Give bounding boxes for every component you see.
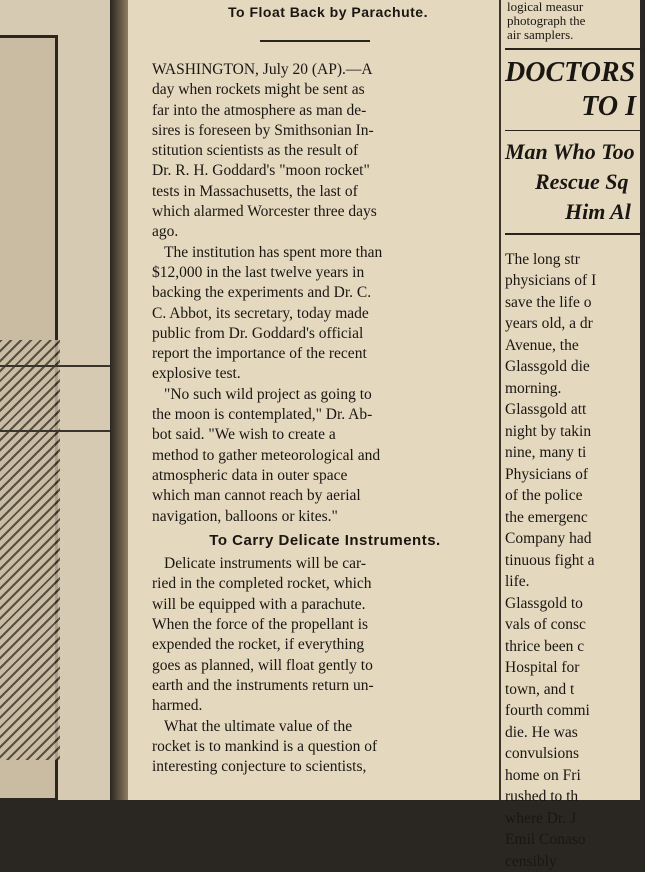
text-line: will be equipped with a parachute. <box>152 596 365 613</box>
text-line: the emergenc <box>505 509 588 526</box>
headline-rule <box>260 40 370 42</box>
text-line: What the ultimate value of the <box>164 718 352 735</box>
text-line: of the police <box>505 487 582 504</box>
main-article <box>140 0 498 800</box>
text-line: atmospheric data in outer space <box>152 467 347 484</box>
text-line: Physicians of <box>505 466 588 483</box>
text-line: Hospital for <box>505 659 579 676</box>
text-line: navigation, balloons or kites." <box>152 508 338 525</box>
text-line: Delicate instruments will be car- <box>164 555 366 572</box>
text-line: censibly <box>505 853 557 870</box>
text-line: Avenue, the <box>505 337 579 354</box>
article-subheadline-line: Him Al <box>505 197 640 227</box>
divider <box>505 130 645 132</box>
text-line: ago. <box>152 223 178 240</box>
text-line: logical measur <box>507 0 583 14</box>
text-line: Company had <box>505 530 592 547</box>
text-line: explosive test. <box>152 365 241 382</box>
text-line: stitution scientists as the result of <box>152 142 358 159</box>
text-line: far into the atmosphere as man de- <box>152 102 366 119</box>
divider <box>0 365 118 367</box>
text-line: When the force of the propellant is <box>152 616 368 633</box>
advertisement-illustration <box>0 340 60 760</box>
paragraph <box>152 554 498 716</box>
text-line: tests in Massachusetts, the last of <box>152 183 358 200</box>
text-line: photograph the <box>507 13 585 28</box>
article-headline-line: TO I <box>505 90 640 124</box>
text-line: thrice been c <box>505 638 584 655</box>
paragraph <box>152 385 498 527</box>
paragraph <box>152 60 498 243</box>
subheading: To Carry Delicate Instruments. <box>152 531 498 551</box>
text-line: WASHINGTON, July 20 (AP).—A <box>152 61 373 78</box>
text-line: Glassgold to <box>505 595 583 612</box>
text-line: life. <box>505 573 530 590</box>
text-line: backing the experiments and Dr. C. <box>152 284 371 301</box>
paragraph <box>152 717 498 778</box>
text-line: convulsions <box>505 745 579 762</box>
text-line: "No such wild project as going to <box>164 386 372 403</box>
text-line: method to gather meteorological and <box>152 447 380 464</box>
text-line: home on Fri <box>505 767 581 784</box>
text-line: ried in the completed rocket, which <box>152 575 372 592</box>
text-line: die. He was <box>505 724 578 741</box>
article-headline-line: DOCTORS <box>505 56 640 90</box>
column-rule <box>499 0 501 800</box>
text-line: sires is foreseen by Smithsonian In- <box>152 122 374 139</box>
text-line: morning. <box>505 380 561 397</box>
text-line: vals of consc <box>505 616 586 633</box>
text-line: goes as planned, will float gently to <box>152 657 373 674</box>
text-line: where Dr. J <box>505 810 576 827</box>
text-line: interesting conjecture to scientists, <box>152 758 366 775</box>
text-line: air samplers. <box>507 27 573 42</box>
text-line: Emil Conaso <box>505 831 586 848</box>
text-line: rocket is to mankind is a question of <box>152 738 377 755</box>
text-line: rushed to th <box>505 788 578 805</box>
text-line: Glassgold die <box>505 358 590 375</box>
article-body <box>152 60 498 777</box>
text-line: Dr. R. H. Goddard's "moon rocket" <box>152 162 370 179</box>
text-line: physicians of I <box>505 272 596 289</box>
text-line: Glassgold att <box>505 401 586 418</box>
paragraph <box>152 243 498 385</box>
text-line: report the importance of the recent <box>152 345 367 362</box>
text-line: nine, many ti <box>505 444 586 461</box>
divider <box>0 430 118 432</box>
text-line: The long str <box>505 251 580 268</box>
text-line: which man cannot reach by aerial <box>152 487 361 504</box>
text-line: earth and the instruments return un- <box>152 677 374 694</box>
text-line: C. Abbot, its secretary, today made <box>152 305 369 322</box>
text-line: night by takin <box>505 423 591 440</box>
text-line: public from Dr. Goddard's official <box>152 325 363 342</box>
article-subheadline-line: Man Who Too <box>505 137 640 167</box>
section-headline: To Float Back by Parachute. <box>178 4 478 20</box>
text-line: fourth commi <box>505 702 590 719</box>
continued-text <box>505 0 640 42</box>
text-line: $12,000 in the last twelve years in <box>152 264 364 281</box>
text-line: years old, a dr <box>505 315 593 332</box>
text-line: which alarmed Worcester three days <box>152 203 377 220</box>
text-line: town, and t <box>505 681 574 698</box>
article-body <box>505 249 640 872</box>
text-line: the moon is contemplated," Dr. Ab- <box>152 406 372 423</box>
text-line: The institution has spent more than <box>164 244 382 261</box>
divider <box>505 48 645 50</box>
text-line: save the life o <box>505 294 592 311</box>
adjacent-page <box>0 0 118 800</box>
text-line: bot said. "We wish to create a <box>152 426 336 443</box>
divider <box>505 233 645 235</box>
article-subheadline-line: Rescue Sq <box>505 167 640 197</box>
text-line: tinuous fight a <box>505 552 595 569</box>
text-line: harmed. <box>152 697 202 714</box>
text-line: expended the rocket, if everything <box>152 636 364 653</box>
adjacent-article <box>505 0 640 800</box>
text-line: day when rockets might be sent as <box>152 81 365 98</box>
